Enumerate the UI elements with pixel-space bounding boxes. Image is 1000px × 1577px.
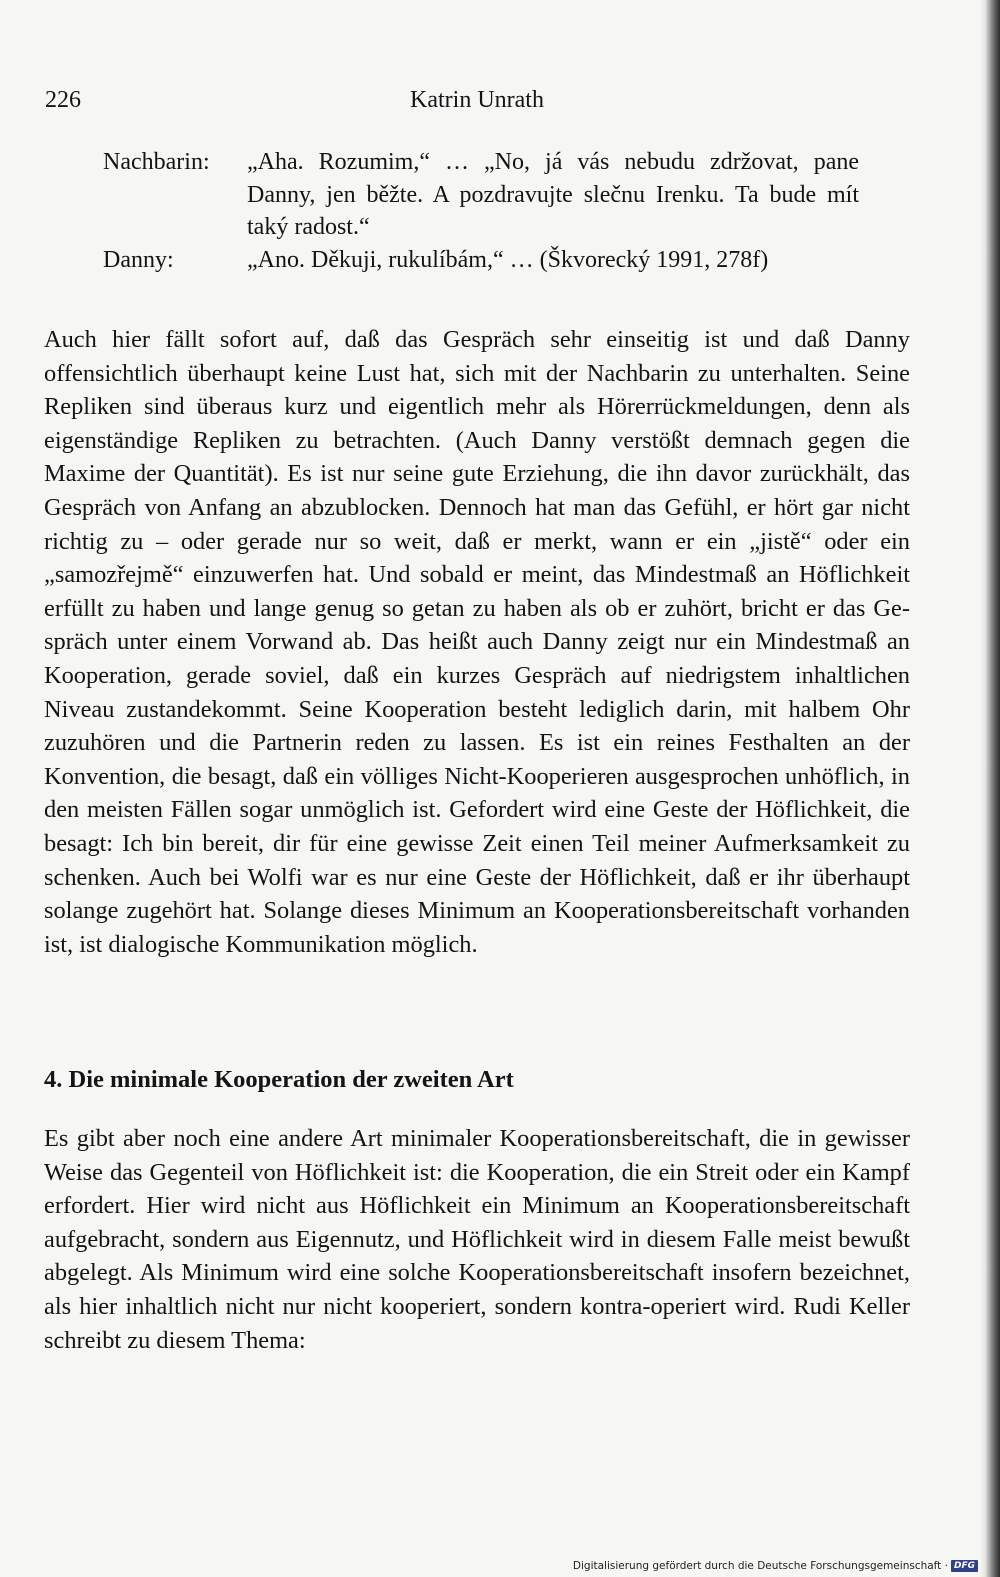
dialogue-utterance: „Ano. Děkuji, rukulíbám,“ … (Škvorecký 1991, 278f) (247, 246, 769, 273)
body-paragraph: Auch hier fällt sofort auf, daß das Gespräch sehr einseitig ist und daß Danny offensichtlich überhaupt keine Lust hat, sich mit der Nachbarin zu unterhalten. Seine Repliken sind überaus kurz und eigentlich mehr als Hörerrückmeldungen, denn als eigenständige Repliken zu betrachten. (Auch Danny verstößt demnach gegen die Maxime der Quantität). Es ist nur seine gute Erziehung, die ihn davor zurückhält, das Gespräch von Anfang an abzublocken. Dennoch hat man das Gefühl, er hört gar nicht richtig zu – oder gerade nur so weit, daß er merkt, wann er ein „jistě“ oder ein „samozřejmě“ einzuwerfen hat. Und sobald er meint, das Mindestmaß an Höflichkeit erfüllt zu haben und lange genug so getan zu haben als ob er zuhört, bricht er das Gespräch unter einem Vorwand ab. Das heißt auch Danny zeigt nur ein Mindestmaß an Kooperation, gerade soviel, daß ein kurzes Gespräch auf niedrigstem inhaltlichen Niveau zustandekommt. Seine Kooperation besteht lediglich darin, mit halbem Ohr zuzuhören und die Partnerin reden zu lassen. Es ist ein reines Festhalten an der Konvention, die besagt, daß ein völliges Nicht-Kooperieren ausgesprochen unhöflich, in den meisten Fällen sogar unmöglich ist. Gefordert wird eine Geste der Höflichkeit, die besagt: Ich bin bereit, dir für eine gewisse Zeit einen Teil meiner Aufmerksamkeit zu schenken. Auch bei Wolfi war es nur eine Geste der Höflichkeit, daß er ihr überhaupt solange zugehört hat. Solange dieses Minimum an Kooperationsbereitschaft vorhanden ist, ist dialogische Kommunikation möglich. (44, 326, 910, 958)
section-heading: 4. Die minimale Kooperation der zweiten Art (44, 1066, 514, 1093)
dialogue-line (103, 146, 859, 244)
dialogue-speaker: Nachbarin: (103, 149, 210, 175)
digitization-credit (573, 1559, 978, 1573)
dialogue-line (103, 244, 859, 277)
dfg-logo: DFG (951, 1560, 978, 1572)
dialogue-block (103, 146, 859, 276)
body-paragraph: Es gibt aber noch eine andere Art minimaler Kooperationsbereitschaft, die in gewisser Weise das Gegenteil von Höflichkeit ist: die Kooperation, die ein Streit oder ein Kampf erfordert. Hier wird nicht aus Höflichkeit ein Minimum an Kooperationsbereitschaft aufgebracht, sondern aus Eigennutz, und Höflichkeit wird in diesem Falle meist bewußt abgelegt. Als Minimum wird eine solche Kooperationsbereitschaft insofern bezeichnet, als hier inhaltlich nicht nur nicht kooperiert, sondern kontra-operiert wird. Rudi Keller schreibt zu diesem Thema: (44, 1125, 910, 1354)
scan-edge (986, 0, 1000, 1577)
dialogue-utterance: „Aha. Rozumim,“ … „No, já vás nebudu zdržovat, pane Danny, jen běžte. A pozdravujte slečnu Irenku. Ta bude mít taký radost.“ (247, 149, 859, 240)
digitization-credit-text: Digitalisierung gefördert durch die Deutsche Forschungsgemeinschaft · (572, 1560, 948, 1572)
running-head (45, 84, 909, 116)
dialogue-speaker: Danny: (103, 246, 174, 273)
running-head-author: Katrin Unrath (410, 87, 544, 113)
page-number: 226 (45, 87, 81, 113)
